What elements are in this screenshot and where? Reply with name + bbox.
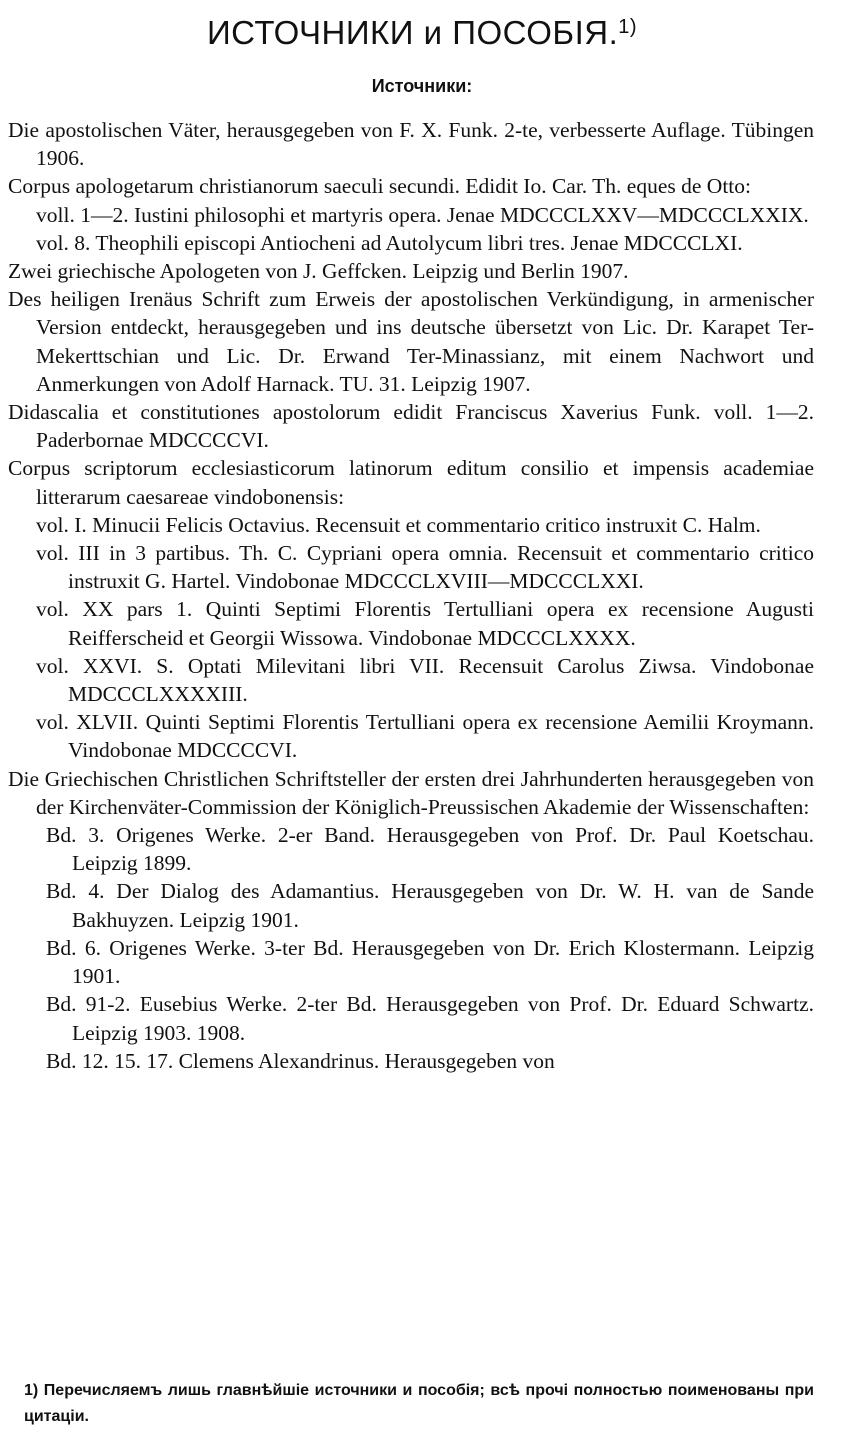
bibliography-subentry: Bd. 12. 15. 17. Clemens Alexandrinus. Herausgegeben von — [46, 1048, 555, 1073]
page-title-text: ИСТОЧНИКИ и ПОСОБІЯ. — [206, 14, 619, 51]
bibliography-entry: Corpus scriptorum ecclesiasticorum latinorum editum consilio et impensis academiae litterarum caesareae vindobonensis: — [8, 456, 814, 509]
bibliography-entry: Corpus apologetarum christianorum saeculi secundi. Edidit Io. Car. Th. eques de Otto: — [8, 174, 751, 199]
page-title — [0, 14, 844, 52]
footnote-text: Перечисляемъ лишь главнѣйшіе источники и пособія; всѣ прочі полностью поименованы при цитаціи. — [24, 1382, 814, 1425]
bibliography-subentry: vol. XX pars 1. Quinti Septimi Florentis Tertulliani opera ex recensione Augusti Reifferscheid et Georgii Wissowa. Vindobonae MDCCCLXXXX. — [36, 597, 814, 650]
bibliography-entry: Die apostolischen Väter, herausgegeben von F. X. Funk. 2-te, verbesserte Auflage. Tübingen 1906. — [8, 118, 814, 171]
bibliography-subentry: vol. 8. Theophili episcopi Antiocheni ad Autolycum libri tres. Jenae MDCCCLXI. — [36, 230, 743, 255]
footnote — [24, 1378, 814, 1430]
bibliography-subentry: Bd. 91-2. Eusebius Werke. 2-ter Bd. Herausgegeben von Prof. Dr. Eduard Schwartz. Leipzig 1903. 1908. — [46, 992, 814, 1045]
bibliography-subentry: Bd. 3. Origenes Werke. 2-er Band. Herausgegeben von Prof. Dr. Paul Koetschau. Leipzig 1899. — [46, 823, 814, 876]
bibliography-subentry: vol. I. Minucii Felicis Octavius. Recensuit et commentario critico instruxit C. Halm. — [36, 512, 761, 537]
bibliography-entry: Die Griechischen Christlichen Schriftsteller der ersten drei Jahrhunderten herausgegeben von der Kirchenväter-Commission der Königlich-Preussischen Akademie der Wissenschaften: — [8, 766, 814, 819]
bibliography-subentry: vol. XXVI. S. Optati Milevitani libri VII. Recensuit Carolus Ziwsa. Vindobonae MDCCCLXXXXIII. — [36, 653, 814, 707]
bibliography-subentry: vol. III in 3 partibus. Th. C. Cypriani opera omnia. Recensuit et commentario critico instruxit G. Hartel. Vindobonae MDCCCLXVIII—MDCCCLXXI. — [36, 541, 814, 594]
bibliography-subentry: Bd. 6. Origenes Werke. 3-ter Bd. Herausgegeben von Dr. Erich Klostermann. Leipzig 1901. — [46, 935, 814, 989]
bibliography-subentry: voll. 1—2. Iustini philosophi et martyris opera. Jenae MDCCCLXXV—MDCCCLXXIX. — [36, 202, 809, 227]
bibliography-entry: Zwei griechische Apologeten von J. Geffcken. Leipzig und Berlin 1907. — [8, 259, 629, 284]
bibliography-subentry: vol. XLVII. Quinti Septimi Florentis Tertulliani opera ex recensione Aemilii Kroymann. Vindobonae MDCCCCVI. — [36, 710, 814, 763]
section-heading: Источники: — [371, 76, 473, 96]
bibliography-list — [8, 116, 814, 1075]
bibliography-entry: Didascalia et constitutiones apostolorum edidit Franciscus Xaverius Funk. voll. 1—2. Paderbornae MDCCCCVI. — [8, 400, 814, 453]
bibliography-subentry: Bd. 4. Der Dialog des Adamantius. Herausgegeben von Dr. W. H. van de Sande Bakhuyzen. Leipzig 1901. — [46, 879, 814, 932]
footnote-marker: 1) — [24, 1382, 39, 1399]
bibliography-entry: Des heiligen Irenäus Schrift zum Erweis der apostolischen Verkündigung, in armenischer Version entdeckt, herausgegeben und ins deutsche übersetzt von Lic. Dr. Karapet Ter-Mekerttschian und Lic. Dr. Erwand Ter-Minassianz, mit einem Nachwort und Anmerkungen von Adolf Harnack. TU. 31. Leipzig 1907. — [8, 287, 814, 396]
title-footnote-marker: 1) — [618, 16, 638, 38]
